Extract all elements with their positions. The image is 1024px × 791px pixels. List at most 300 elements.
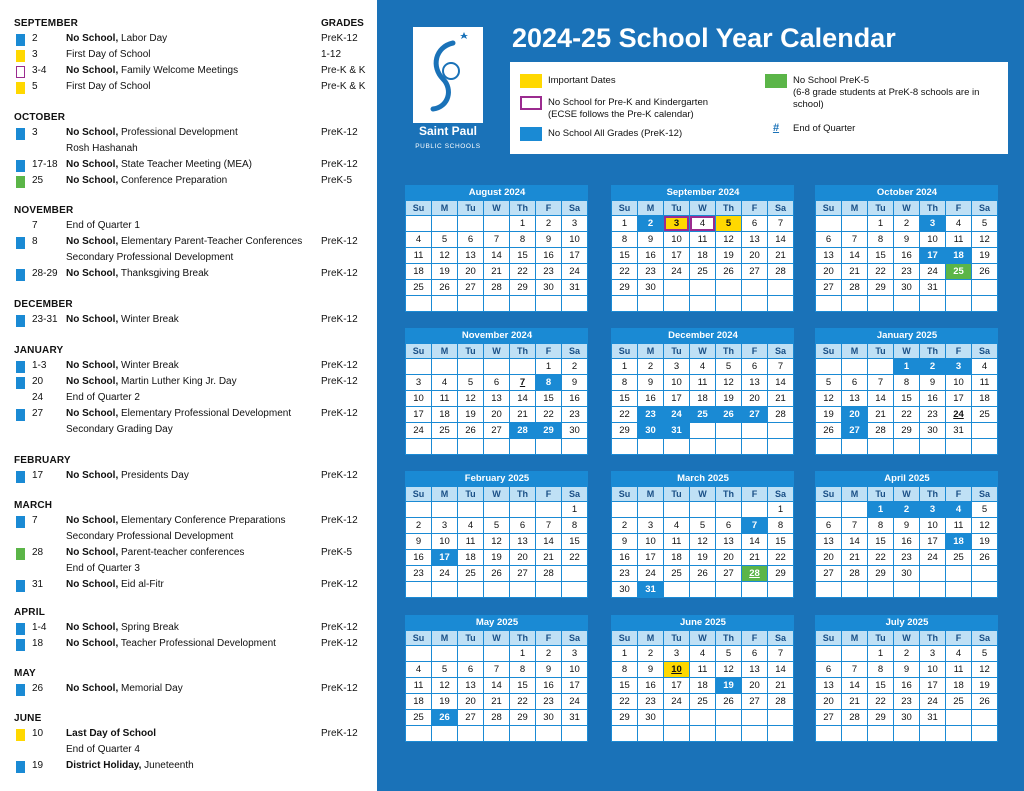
event-row [0, 469, 377, 483]
calendar-day: 12 [484, 534, 510, 550]
event-row [0, 682, 377, 696]
calendar-day: 13 [458, 248, 484, 264]
calendar-day: 13 [742, 232, 768, 248]
weekday-header: M [842, 631, 868, 646]
calendar-empty-cell [894, 439, 920, 455]
calendar-day: 9 [536, 232, 562, 248]
calendar-day: 30 [920, 423, 946, 439]
month-heading: JANUARY [14, 345, 64, 356]
calendar-day: 24 [562, 694, 588, 710]
calendar-empty-cell [768, 423, 794, 439]
calendar-empty-cell [842, 296, 868, 312]
event-grades: Pre-K & K [321, 81, 366, 92]
event-description [66, 728, 156, 739]
weekday-header: F [742, 201, 768, 216]
calendar-day: 29 [612, 710, 638, 726]
calendar-day: 20 [816, 264, 842, 280]
event-date: 19 [32, 760, 44, 771]
weekday-header: W [690, 631, 716, 646]
calendar-day: 15 [868, 534, 894, 550]
calendar-day: 15 [768, 534, 794, 550]
calendar-day: 31 [638, 582, 664, 598]
calendar-day: 11 [432, 391, 458, 407]
calendar-day: 29 [868, 280, 894, 296]
weekday-header: Th [920, 631, 946, 646]
calendar-empty-cell [920, 582, 946, 598]
weekday-header: Tu [458, 487, 484, 502]
calendar-day: 22 [612, 407, 638, 423]
calendar-day: 2 [894, 502, 920, 518]
calendar-day: 20 [510, 550, 536, 566]
event-row [0, 267, 377, 281]
month-calendar-title: May 2025 [406, 615, 588, 631]
calendar-day: 1 [894, 359, 920, 375]
calendar-day: 14 [768, 375, 794, 391]
calendar-day: 31 [664, 423, 690, 439]
calendar-empty-cell [768, 710, 794, 726]
calendar-empty-cell [432, 216, 458, 232]
calendar-day: 20 [742, 248, 768, 264]
weekday-header: Tu [664, 201, 690, 216]
calendar-empty-cell [510, 502, 536, 518]
calendar-day: 29 [510, 280, 536, 296]
calendar-empty-cell [690, 280, 716, 296]
calendar-empty-cell [716, 280, 742, 296]
blue-swatch [16, 361, 25, 373]
calendar-day: 18 [406, 264, 432, 280]
event-type: No School, [66, 376, 119, 387]
calendar-day: 5 [716, 646, 742, 662]
weekday-header: Th [510, 344, 536, 359]
event-description [66, 683, 183, 694]
calendar-empty-cell [842, 726, 868, 742]
month-calendar [815, 328, 998, 455]
calendar-day: 1 [768, 502, 794, 518]
event-row [0, 743, 377, 757]
month-calendar-title: June 2025 [612, 615, 794, 631]
event-text: Professional Development [118, 127, 238, 138]
calendar-day: 26 [484, 566, 510, 582]
calendar-day: 4 [690, 216, 716, 232]
calendar-empty-cell [484, 582, 510, 598]
calendar-day: 25 [432, 423, 458, 439]
event-grades: PreK-12 [321, 376, 358, 387]
calendar-day: 8 [562, 518, 588, 534]
calendar-day: 3 [920, 216, 946, 232]
calendar-day: 20 [816, 550, 842, 566]
calendar-day: 18 [690, 678, 716, 694]
weekday-header: Su [816, 201, 842, 216]
calendar-day: 5 [972, 502, 998, 518]
weekday-header: Sa [562, 631, 588, 646]
calendar-day: 6 [816, 518, 842, 534]
legend [510, 62, 1008, 154]
calendar-empty-cell [536, 502, 562, 518]
calendar-day: 8 [868, 662, 894, 678]
calendar-day: 9 [638, 232, 664, 248]
calendar-day: 28 [768, 264, 794, 280]
calendar-empty-cell [716, 439, 742, 455]
calendar-day: 6 [742, 216, 768, 232]
calendar-empty-cell [510, 726, 536, 742]
event-row [0, 546, 377, 560]
calendar-day: 15 [868, 678, 894, 694]
calendar-day: 4 [972, 359, 998, 375]
event-row [0, 514, 377, 528]
event-grades: PreK-12 [321, 638, 358, 649]
event-text: Spring Break [118, 622, 179, 633]
calendar-empty-cell [816, 296, 842, 312]
calendar-day: 4 [406, 232, 432, 248]
calendar-day: 23 [536, 694, 562, 710]
weekday-header: W [690, 487, 716, 502]
event-type: No School, [66, 683, 119, 694]
event-description [66, 531, 233, 542]
event-text: End of Quarter 2 [66, 392, 140, 403]
calendar-day: 4 [690, 359, 716, 375]
calendar-empty-cell [972, 566, 998, 582]
event-type: No School, [66, 547, 119, 558]
blue-swatch [520, 127, 542, 141]
event-text: Elementary Parent-Teacher Conferences [118, 236, 303, 247]
event-text: End of Quarter 4 [66, 744, 140, 755]
calendar-day: 20 [742, 678, 768, 694]
calendar-empty-cell [768, 726, 794, 742]
calendar-day: 5 [716, 359, 742, 375]
event-description [66, 159, 252, 170]
calendar-day: 26 [716, 264, 742, 280]
event-type: District Holiday, [66, 760, 142, 771]
event-grades: PreK-12 [321, 408, 358, 419]
calendar-day: 22 [536, 407, 562, 423]
calendar-day: 30 [894, 566, 920, 582]
calendar-day: 17 [432, 550, 458, 566]
event-type: No School, [66, 470, 119, 481]
calendar-empty-cell [406, 439, 432, 455]
calendar-day: 30 [638, 710, 664, 726]
calendar-day: 15 [510, 678, 536, 694]
calendar-day: 26 [972, 264, 998, 280]
yellow-swatch [16, 50, 25, 62]
event-text: Elementary Conference Preparations [118, 515, 286, 526]
calendar-day: 7 [536, 518, 562, 534]
calendar-day: 23 [612, 566, 638, 582]
calendar-day: 25 [946, 694, 972, 710]
event-row [0, 530, 377, 544]
calendar-empty-cell [742, 296, 768, 312]
calendar-day: 7 [868, 375, 894, 391]
calendar-day: 6 [842, 375, 868, 391]
calendar-day: 27 [816, 710, 842, 726]
calendar-day: 11 [690, 232, 716, 248]
calendar-day: 7 [842, 662, 868, 678]
calendar-day: 1 [868, 646, 894, 662]
calendar-empty-cell [562, 296, 588, 312]
calendar-day: 13 [510, 534, 536, 550]
calendar-day: 29 [894, 423, 920, 439]
calendar-day: 15 [510, 248, 536, 264]
calendar-day: 28 [742, 566, 768, 582]
calendar-empty-cell [612, 726, 638, 742]
blue-swatch [16, 409, 25, 421]
calendar-empty-cell [842, 502, 868, 518]
calendar-day: 28 [536, 566, 562, 582]
saint-paul-public-schools-logo [413, 27, 483, 155]
calendar-day: 27 [742, 694, 768, 710]
calendar-day: 28 [768, 694, 794, 710]
blue-swatch [16, 623, 25, 635]
calendar-day: 11 [458, 534, 484, 550]
calendar-empty-cell [612, 296, 638, 312]
weekday-header: W [484, 344, 510, 359]
weekday-header: Su [406, 631, 432, 646]
calendar-day: 15 [562, 534, 588, 550]
event-row [0, 562, 377, 576]
calendar-day: 5 [816, 375, 842, 391]
calendar-day: 6 [716, 518, 742, 534]
calendar-day: 4 [946, 646, 972, 662]
calendar-empty-cell [842, 216, 868, 232]
calendar-day: 28 [510, 423, 536, 439]
event-date: 28-29 [32, 268, 58, 279]
calendar-day: 22 [868, 550, 894, 566]
calendar-empty-cell [742, 280, 768, 296]
calendar-day: 13 [458, 678, 484, 694]
calendar-day: 8 [768, 518, 794, 534]
calendar-day: 26 [716, 407, 742, 423]
calendar-empty-cell [612, 439, 638, 455]
weekday-header: Th [716, 631, 742, 646]
event-description [66, 563, 140, 574]
calendar-empty-cell [716, 726, 742, 742]
calendar-day: 31 [562, 280, 588, 296]
calendar-day: 3 [946, 359, 972, 375]
calendar-empty-cell [406, 296, 432, 312]
event-text: End of Quarter 1 [66, 220, 140, 231]
calendar-day: 13 [742, 662, 768, 678]
event-description [66, 392, 140, 403]
calendar-day: 15 [894, 391, 920, 407]
month-calendar [815, 471, 998, 598]
calendar-day: 27 [458, 280, 484, 296]
event-description [66, 408, 291, 419]
calendar-day: 19 [716, 678, 742, 694]
event-type: No School, [66, 127, 119, 138]
calendar-empty-cell [842, 359, 868, 375]
weekday-header: Sa [972, 631, 998, 646]
calendar-day: 25 [406, 710, 432, 726]
calendar-day: 18 [690, 248, 716, 264]
calendar-day: 21 [536, 550, 562, 566]
event-grades: PreK-12 [321, 360, 358, 371]
calendar-day: 27 [484, 423, 510, 439]
calendar-empty-cell [716, 582, 742, 598]
weekday-header: M [432, 487, 458, 502]
calendar-empty-cell [894, 582, 920, 598]
event-row [0, 359, 377, 373]
weekday-header: F [946, 631, 972, 646]
event-description [66, 579, 164, 590]
month-calendar-title: March 2025 [612, 471, 794, 487]
calendar-empty-cell [664, 280, 690, 296]
calendar-day: 25 [664, 566, 690, 582]
calendar-day: 7 [768, 216, 794, 232]
calendar-day: 1 [536, 359, 562, 375]
event-row [0, 174, 377, 188]
calendar-day: 13 [484, 391, 510, 407]
event-date: 31 [32, 579, 44, 590]
weekday-header: F [536, 487, 562, 502]
calendar-empty-cell [816, 216, 842, 232]
event-type: Last Day of School [66, 728, 157, 739]
calendar-empty-cell [742, 423, 768, 439]
event-text: First Day of School [66, 81, 151, 92]
calendar-day: 1 [612, 216, 638, 232]
calendar-empty-cell [920, 439, 946, 455]
calendar-day: 24 [664, 407, 690, 423]
calendar-empty-cell [742, 439, 768, 455]
green-swatch [16, 176, 25, 188]
calendar-day: 28 [842, 280, 868, 296]
calendar-empty-cell [406, 582, 432, 598]
calendar-day: 10 [920, 518, 946, 534]
calendar-day: 9 [894, 662, 920, 678]
calendar-day: 26 [432, 280, 458, 296]
weekday-header: Th [716, 344, 742, 359]
calendar-empty-cell [768, 582, 794, 598]
calendar-empty-cell [690, 439, 716, 455]
month-calendar [815, 185, 998, 312]
calendar-day: 3 [664, 646, 690, 662]
event-grades: PreK-5 [321, 547, 353, 558]
calendar-empty-cell [768, 296, 794, 312]
calendar-day: 8 [868, 232, 894, 248]
calendar-day: 20 [458, 694, 484, 710]
calendar-day: 19 [972, 534, 998, 550]
calendar-day: 21 [768, 391, 794, 407]
event-row [0, 158, 377, 172]
weekday-header: F [946, 201, 972, 216]
weekday-header: F [946, 344, 972, 359]
event-date: 1-3 [32, 360, 47, 371]
calendar-empty-cell [690, 710, 716, 726]
weekday-header: Tu [664, 631, 690, 646]
calendar-empty-cell [920, 726, 946, 742]
weekday-header: Tu [664, 344, 690, 359]
calendar-day: 16 [894, 248, 920, 264]
event-row [0, 313, 377, 327]
event-type: No School, [66, 579, 119, 590]
calendar-day: 17 [664, 248, 690, 264]
calendar-day: 2 [894, 216, 920, 232]
event-description [66, 376, 237, 387]
event-description [66, 33, 167, 44]
calendar-day: 7 [484, 662, 510, 678]
calendar-day: 21 [484, 264, 510, 280]
calendar-empty-cell [716, 710, 742, 726]
calendar-day: 10 [638, 534, 664, 550]
calendar-day: 11 [690, 662, 716, 678]
event-grades: PreK-12 [321, 470, 358, 481]
calendar-empty-cell [920, 566, 946, 582]
calendar-day: 14 [842, 678, 868, 694]
calendar-day: 8 [536, 375, 562, 391]
weekday-header: Tu [868, 487, 894, 502]
month-calendar [405, 185, 588, 312]
event-date: 8 [32, 236, 38, 247]
calendar-empty-cell [946, 582, 972, 598]
event-description [66, 175, 227, 186]
event-grades: PreK-12 [321, 127, 358, 138]
calendar-day: 5 [432, 662, 458, 678]
calendar-empty-cell [842, 439, 868, 455]
event-description [66, 252, 233, 263]
svg-text:Saint Paul: Saint Paul [418, 124, 478, 138]
calendar-day: 27 [842, 423, 868, 439]
legend-label: No School PreK-5 (6-8 grade students at PreK-8 schools are in school) [793, 75, 980, 110]
event-row [0, 759, 377, 773]
blue-swatch [16, 315, 25, 327]
calendar-empty-cell [972, 296, 998, 312]
calendar-empty-cell [562, 582, 588, 598]
weekday-header: W [894, 201, 920, 216]
event-date: 17 [32, 470, 44, 481]
event-grades: PreK-12 [321, 268, 358, 279]
event-date: 1-4 [32, 622, 47, 633]
calendar-day: 6 [510, 518, 536, 534]
calendar-empty-cell [458, 646, 484, 662]
weekday-header: Th [920, 487, 946, 502]
month-calendar-title: November 2024 [406, 328, 588, 344]
calendar-day: 9 [638, 375, 664, 391]
calendar-day: 2 [612, 518, 638, 534]
event-text: Family Welcome Meetings [118, 65, 239, 76]
calendar-empty-cell [510, 582, 536, 598]
weekday-header: Th [716, 487, 742, 502]
event-type: No School, [66, 65, 119, 76]
month-calendar-title: April 2025 [816, 471, 998, 487]
event-row [0, 48, 377, 62]
calendar-day: 12 [972, 662, 998, 678]
event-grades: PreK-12 [321, 579, 358, 590]
calendar-day: 5 [972, 646, 998, 662]
calendar-empty-cell [510, 359, 536, 375]
calendar-empty-cell [690, 502, 716, 518]
calendar-day: 13 [816, 534, 842, 550]
event-text: Secondary Professional Development [66, 252, 234, 263]
calendar-day: 8 [510, 662, 536, 678]
calendar-day: 18 [690, 391, 716, 407]
calendar-day: 15 [868, 248, 894, 264]
calendar-day: 16 [536, 678, 562, 694]
calendar-day: 29 [868, 566, 894, 582]
month-calendar [611, 615, 794, 742]
calendar-day: 10 [562, 662, 588, 678]
calendar-empty-cell [816, 726, 842, 742]
event-description [66, 268, 209, 279]
month-heading: NOVEMBER [14, 205, 74, 216]
calendar-day: 27 [816, 280, 842, 296]
calendar-day: 12 [972, 232, 998, 248]
calendar-day: 3 [562, 216, 588, 232]
event-text: Memorial Day [118, 683, 183, 694]
calendar-empty-cell [406, 359, 432, 375]
legend-label: No School for Pre-K and Kindergarten (ECSE follows the Pre-K calendar) [548, 97, 709, 120]
month-calendar [405, 328, 588, 455]
event-description [66, 744, 140, 755]
calendar-day: 26 [972, 694, 998, 710]
month-calendar [815, 615, 998, 742]
